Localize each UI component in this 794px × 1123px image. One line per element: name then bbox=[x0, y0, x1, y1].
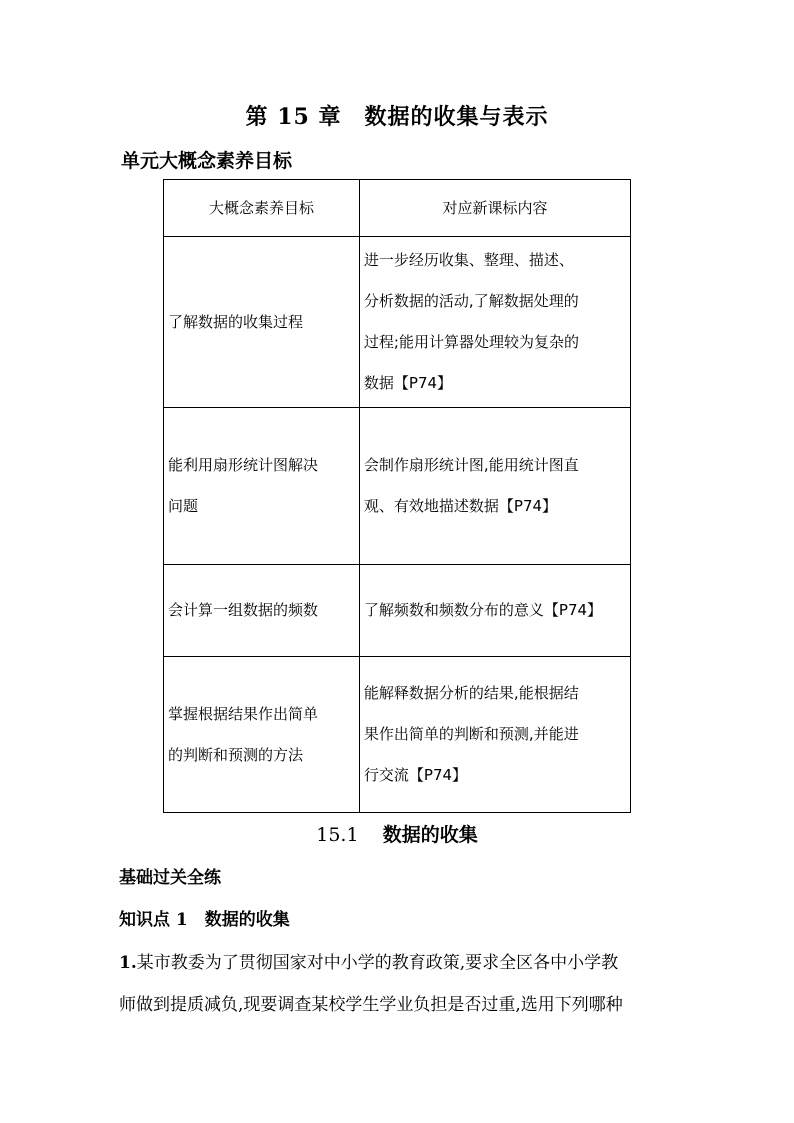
section-name: 数据的收集 bbox=[382, 824, 478, 846]
standard-line: 行交流【P74】 bbox=[363, 766, 468, 784]
chapter-title: 第 15 章 数据的收集与表示 bbox=[245, 104, 549, 130]
goal-cell bbox=[164, 657, 360, 813]
standard-line: 会制作扇形统计图,能用统计图直 bbox=[363, 456, 579, 474]
goal-cell bbox=[164, 237, 360, 408]
standard-line: 能解释数据分析的结果,能根据结 bbox=[363, 684, 579, 702]
goal-line: 的判断和预测的方法 bbox=[168, 745, 304, 764]
question-number: 1. bbox=[119, 953, 137, 973]
goals-table bbox=[163, 179, 631, 813]
table-row bbox=[164, 565, 631, 657]
standard-line: 观、有效地描述数据【P74】 bbox=[363, 497, 558, 515]
goal-line: 会计算一组数据的频数 bbox=[168, 601, 319, 619]
section-title bbox=[0, 820, 794, 847]
unit-goals-heading: 单元大概念素养目标 bbox=[121, 150, 293, 172]
table-row bbox=[164, 237, 631, 408]
standard-cell bbox=[359, 565, 630, 657]
standard-line: 进一步经历收集、整理、描述、 bbox=[363, 251, 574, 269]
header-goal: 大概念素养目标 bbox=[164, 180, 360, 237]
table-header-row bbox=[164, 180, 631, 237]
question-1 bbox=[119, 942, 689, 1026]
standard-line: 果作出简单的判断和预测,并能进 bbox=[363, 725, 579, 743]
goal-line: 了解数据的收集过程 bbox=[168, 312, 304, 331]
goal-line: 掌握根据结果作出简单 bbox=[168, 704, 319, 723]
goal-cell bbox=[164, 408, 360, 565]
standard-line: 过程;能用计算器处理较为复杂的 bbox=[363, 333, 579, 351]
section-number: 15.1 bbox=[316, 824, 359, 846]
standard-line: 分析数据的活动,了解数据处理的 bbox=[363, 292, 579, 310]
standard-line: 了解频数和频数分布的意义【P74】 bbox=[363, 601, 603, 619]
standard-line: 数据【P74】 bbox=[363, 374, 453, 392]
standard-cell bbox=[359, 657, 630, 813]
knowledge-point-heading: 知识点 1 数据的收集 bbox=[119, 910, 290, 930]
question-line bbox=[119, 942, 689, 984]
standard-cell bbox=[359, 408, 630, 565]
goal-line: 问题 bbox=[168, 497, 199, 515]
standard-cell bbox=[359, 237, 630, 408]
question-text: 某市教委为了贯彻国家对中小学的教育政策,要求全区各中小学教 bbox=[136, 953, 619, 973]
question-line: 师做到提质减负,现要调查某校学生学业负担是否过重,选用下列哪种 bbox=[119, 995, 623, 1015]
goal-cell bbox=[164, 565, 360, 657]
practice-heading: 基础过关全练 bbox=[119, 868, 221, 888]
header-standard: 对应新课标内容 bbox=[359, 180, 630, 237]
goal-line: 能利用扇形统计图解决 bbox=[168, 456, 319, 474]
table-row bbox=[164, 408, 631, 565]
table-row bbox=[164, 657, 631, 813]
